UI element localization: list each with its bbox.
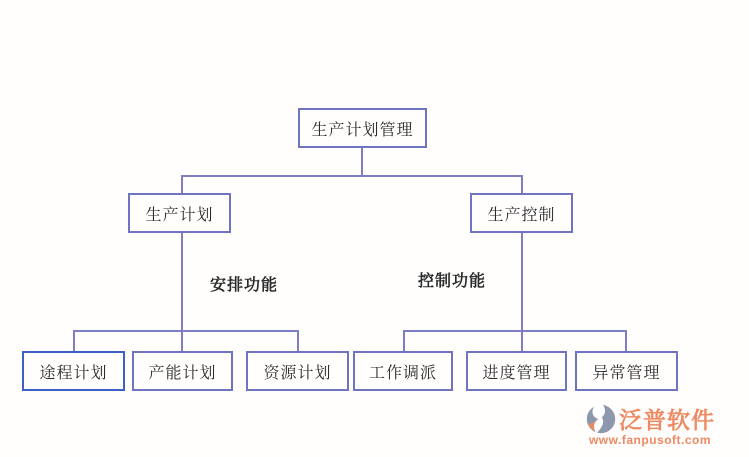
brand-name: 泛普软件 bbox=[619, 407, 715, 433]
connector-leaf-drop-3 bbox=[403, 330, 405, 351]
fanpu-logo-icon bbox=[585, 403, 617, 435]
branch-label-control-function: 控制功能 bbox=[418, 273, 487, 290]
node-capacity-plan: 产能计划 bbox=[132, 351, 233, 391]
connector-control-hbar bbox=[403, 330, 627, 332]
connector-control-stem bbox=[521, 233, 523, 351]
connector-drop-left bbox=[181, 175, 183, 193]
connector-level1-hbar bbox=[181, 175, 523, 177]
vendor-watermark bbox=[585, 402, 715, 447]
connector-leaf-drop-2 bbox=[297, 330, 299, 351]
brand-url: www.fanpusoft.com bbox=[588, 433, 712, 447]
node-production-control: 生产控制 bbox=[470, 193, 573, 233]
connector-root-stem bbox=[361, 148, 363, 176]
node-resource-plan: 资源计划 bbox=[246, 351, 349, 391]
connector-drop-right bbox=[521, 175, 523, 193]
node-production-plan: 生产计划 bbox=[128, 193, 231, 233]
node-work-dispatch: 工作调派 bbox=[353, 351, 453, 391]
node-route-plan: 途程计划 bbox=[22, 351, 125, 391]
node-production-plan-management: 生产计划管理 bbox=[298, 108, 427, 148]
branch-label-arrange-function: 安排功能 bbox=[210, 277, 279, 294]
node-progress-management: 进度管理 bbox=[466, 351, 567, 391]
connector-plan-hbar bbox=[73, 330, 299, 332]
connector-plan-stem bbox=[181, 233, 183, 351]
node-exception-management: 异常管理 bbox=[575, 351, 678, 391]
connector-leaf-drop-0 bbox=[73, 330, 75, 351]
connector-leaf-drop-5 bbox=[625, 330, 627, 351]
